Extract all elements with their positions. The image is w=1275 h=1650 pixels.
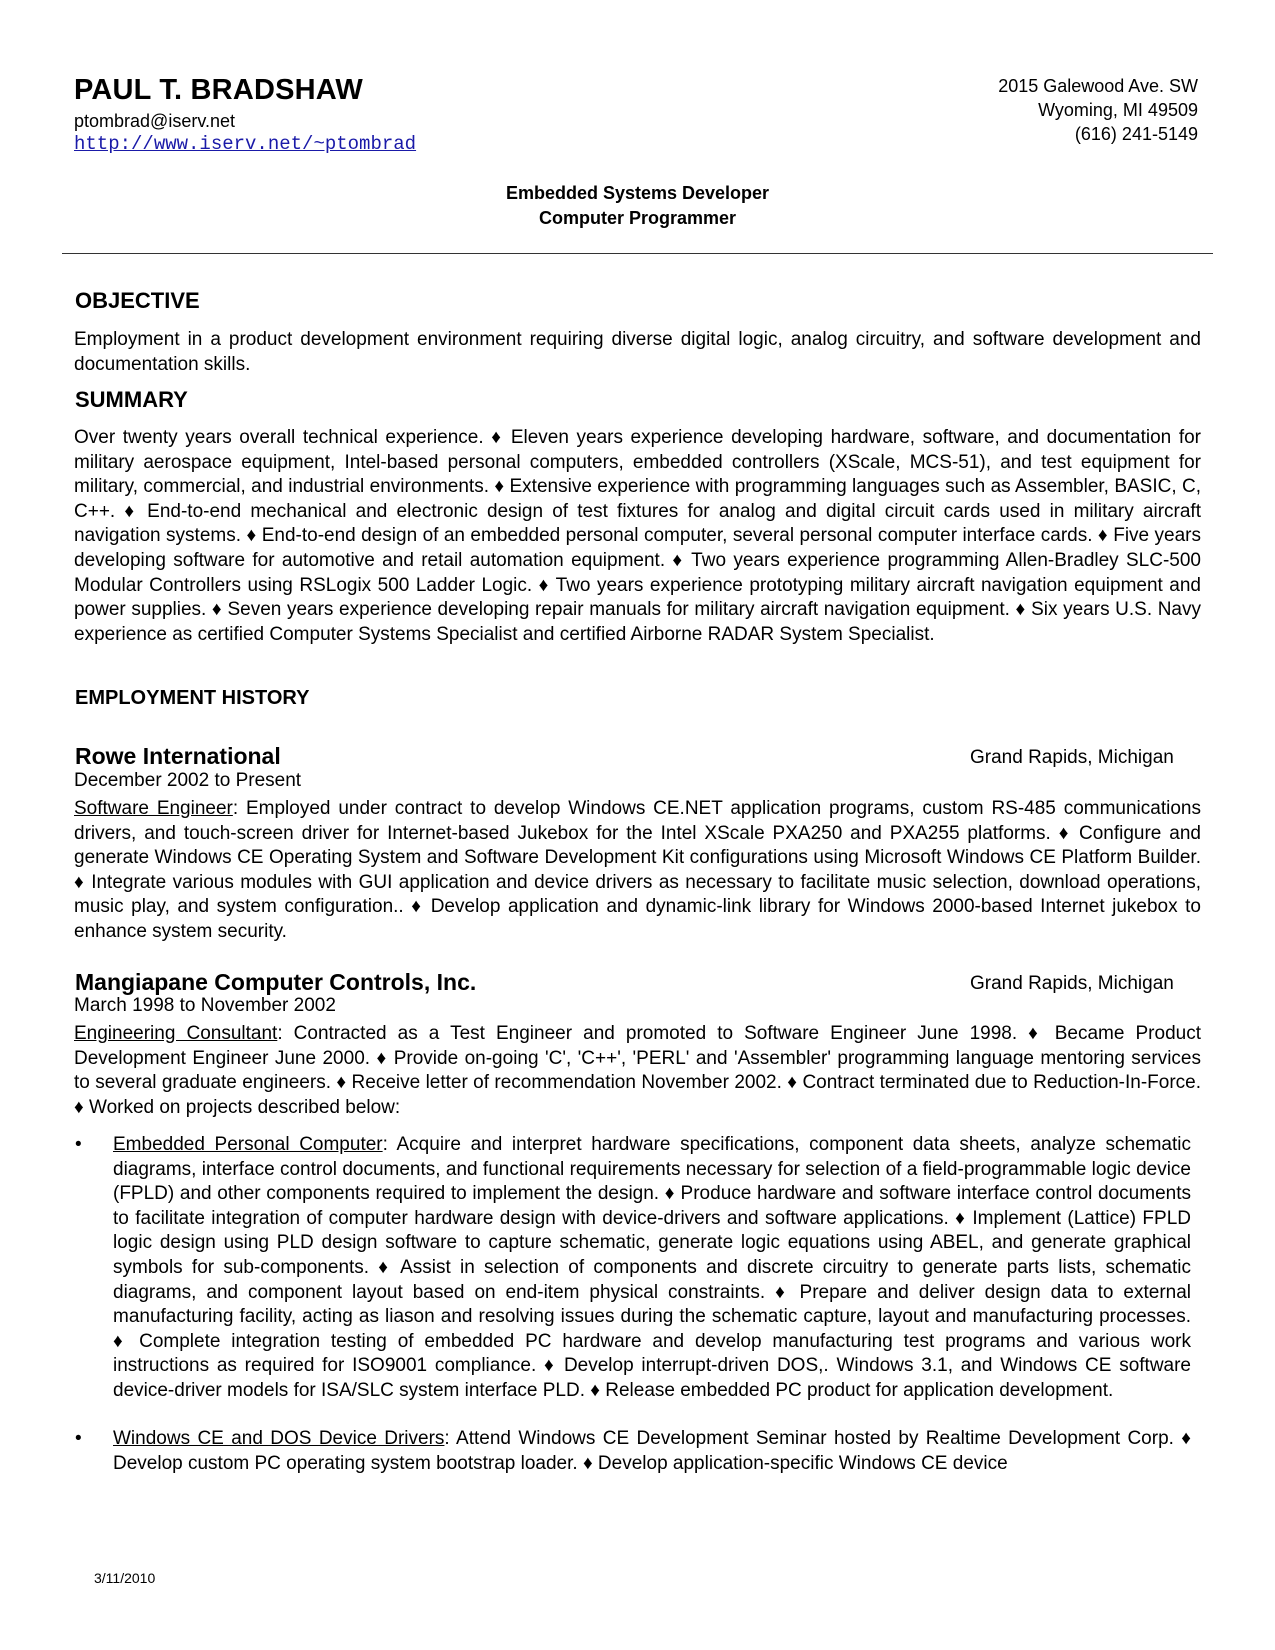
employment-dates: March 1998 to November 2002	[74, 995, 336, 1016]
job-role: Software Engineer	[74, 798, 233, 819]
objective-heading: OBJECTIVE	[75, 288, 200, 313]
candidate-name: PAUL T. BRADSHAW	[74, 74, 363, 106]
project-title: Windows CE and DOS Device Drivers	[113, 1428, 445, 1449]
job-title-secondary: Computer Programmer	[538, 208, 737, 228]
summary-heading: SUMMARY	[75, 387, 188, 412]
company-name: Mangiapane Computer Controls, Inc.	[75, 969, 477, 995]
summary-text: Over twenty years overall technical experience. ♦ Eleven years experience developing hardware, software, and documentation for military aerospace equipment, Intel-based personal computers, embedded controllers (XScale, MCS-51), and test equipment for military, commercial, and industrial environments. ♦ Extensive experience with programming languages such as Assembler, BASIC, C, C++. ♦ End-to-end mechanical and electronic design of test fixtures for analog and digital circuit cards used in military aircraft navigation systems. ♦ End-to-end design of an embedded personal computer, several personal computer interface cards. ♦ Five years developing software for automotive and retail automation equipment. ♦ Two years experience programming Allen-Bradley SLC-500 Modular Controllers using RSLogix 500 Ladder Logic. ♦ Two years experience prototyping military aircraft navigation equipment and power supplies. ♦ Seven years experience developing repair manuals for military aircraft navigation equipment. ♦ Six years U.S. Navy experience as certified Computer Systems Specialist and certified Airborne RADAR System Specialist.	[74, 427, 1201, 645]
job-description	[74, 797, 1201, 945]
job-description-text: : Employed under contract to develop Windows CE.NET application programs, custom RS-485 communications drivers, and touch-screen driver for Internet-based Jukebox for the Intel XScale PXA250 and PXA255 platforms. ♦ Configure and generate Windows CE Operating System and Software Development Kit configurations using Microsoft Windows CE Platform Builder. ♦ Integrate various modules with GUI application and device drivers as necessary to facilitate music selection, download operations, music play, and system configuration.. ♦ Develop application and dynamic-link library for Windows 2000-based Internet jukebox to enhance system security.	[74, 798, 1201, 942]
phone-number: (616) 241-5149	[1074, 124, 1198, 144]
address-city: Wyoming, MI 49509	[1038, 100, 1198, 120]
bullet-icon: •	[75, 1134, 82, 1155]
project-title: Embedded Personal Computer	[113, 1134, 383, 1155]
footer-date: 3/11/2010	[94, 1570, 156, 1586]
job-description-text: : Contracted as a Test Engineer and promoted to Software Engineer June 1998. ♦ Became Product Development Engineer June 2000. ♦ Provide on-going 'C', 'C++', 'PERL' and 'Assembler' programming language mentoring services to several graduate engineers. ♦ Receive letter of recommendation November 2002. ♦ Contract terminated due to Reduction-In-Force. ♦ Worked on projects described below:	[74, 1023, 1201, 1118]
job-description	[74, 1022, 1201, 1120]
objective-text: Employment in a product development environment requiring diverse digital logic, analog circuitry, and software development and documentation skills.	[74, 329, 1201, 375]
contact-address	[998, 74, 1198, 146]
job-title-primary: Embedded Systems Developer	[505, 183, 770, 203]
company-location: Grand Rapids, Michigan	[970, 973, 1174, 994]
project-text: : Attend Windows CE Development Seminar hosted by Realtime Development Corp. ♦ Develop custom PC operating system bootstrap loader. ♦ Develop application-specific Windows CE device	[113, 1428, 1191, 1474]
company-location: Grand Rapids, Michigan	[970, 747, 1174, 768]
email-address: ptombrad@iserv.net	[74, 111, 236, 131]
employment-dates: December 2002 to Present	[74, 770, 302, 791]
company-name: Rowe International	[75, 743, 281, 769]
project-item	[113, 1427, 1191, 1476]
project-text: : Acquire and interpret hardware specifications, component data sheets, analyze schematic diagrams, interface control documents, and functional requirements necessary for selection of a field-programmable logic device (FPLD) and other components required to implement the design. ♦ Produce hardware and software interface control documents to facilitate integration of computer hardware design with device-drivers and software applications. ♦ Implement (Lattice) FPLD logic design using PLD design software to capture schematic, generate logic equations using ABEL, and generate graphical symbols for sub-components. ♦ Assist in selection of components and discrete circuitry to generate parts lists, schematic diagrams, and component layout based on end-item physical constraints. ♦ Prepare and deliver design data to external manufacturing facility, acting as liason and resolving issues during the schematic capture, layout and manufacturing processes. ♦ Complete integration testing of embedded PC hardware and develop manufacturing test programs and various work instructions as required for ISO9001 compliance. ♦ Develop interrupt-driven DOS,. Windows 3.1, and Windows CE software device-driver models for ISA/SLC system interface PLD. ♦ Release embedded PC product for application development.	[113, 1134, 1191, 1401]
job-role: Engineering Consultant	[74, 1023, 278, 1044]
address-street: 2015 Galewood Ave. SW	[998, 76, 1198, 96]
job-titles	[0, 181, 1275, 231]
header-divider	[62, 253, 1213, 254]
project-item	[113, 1133, 1191, 1404]
bullet-icon: •	[75, 1428, 82, 1449]
homepage-link[interactable]: http://www.iserv.net/~ptombrad	[74, 133, 417, 155]
employment-heading: EMPLOYMENT HISTORY	[75, 687, 310, 709]
